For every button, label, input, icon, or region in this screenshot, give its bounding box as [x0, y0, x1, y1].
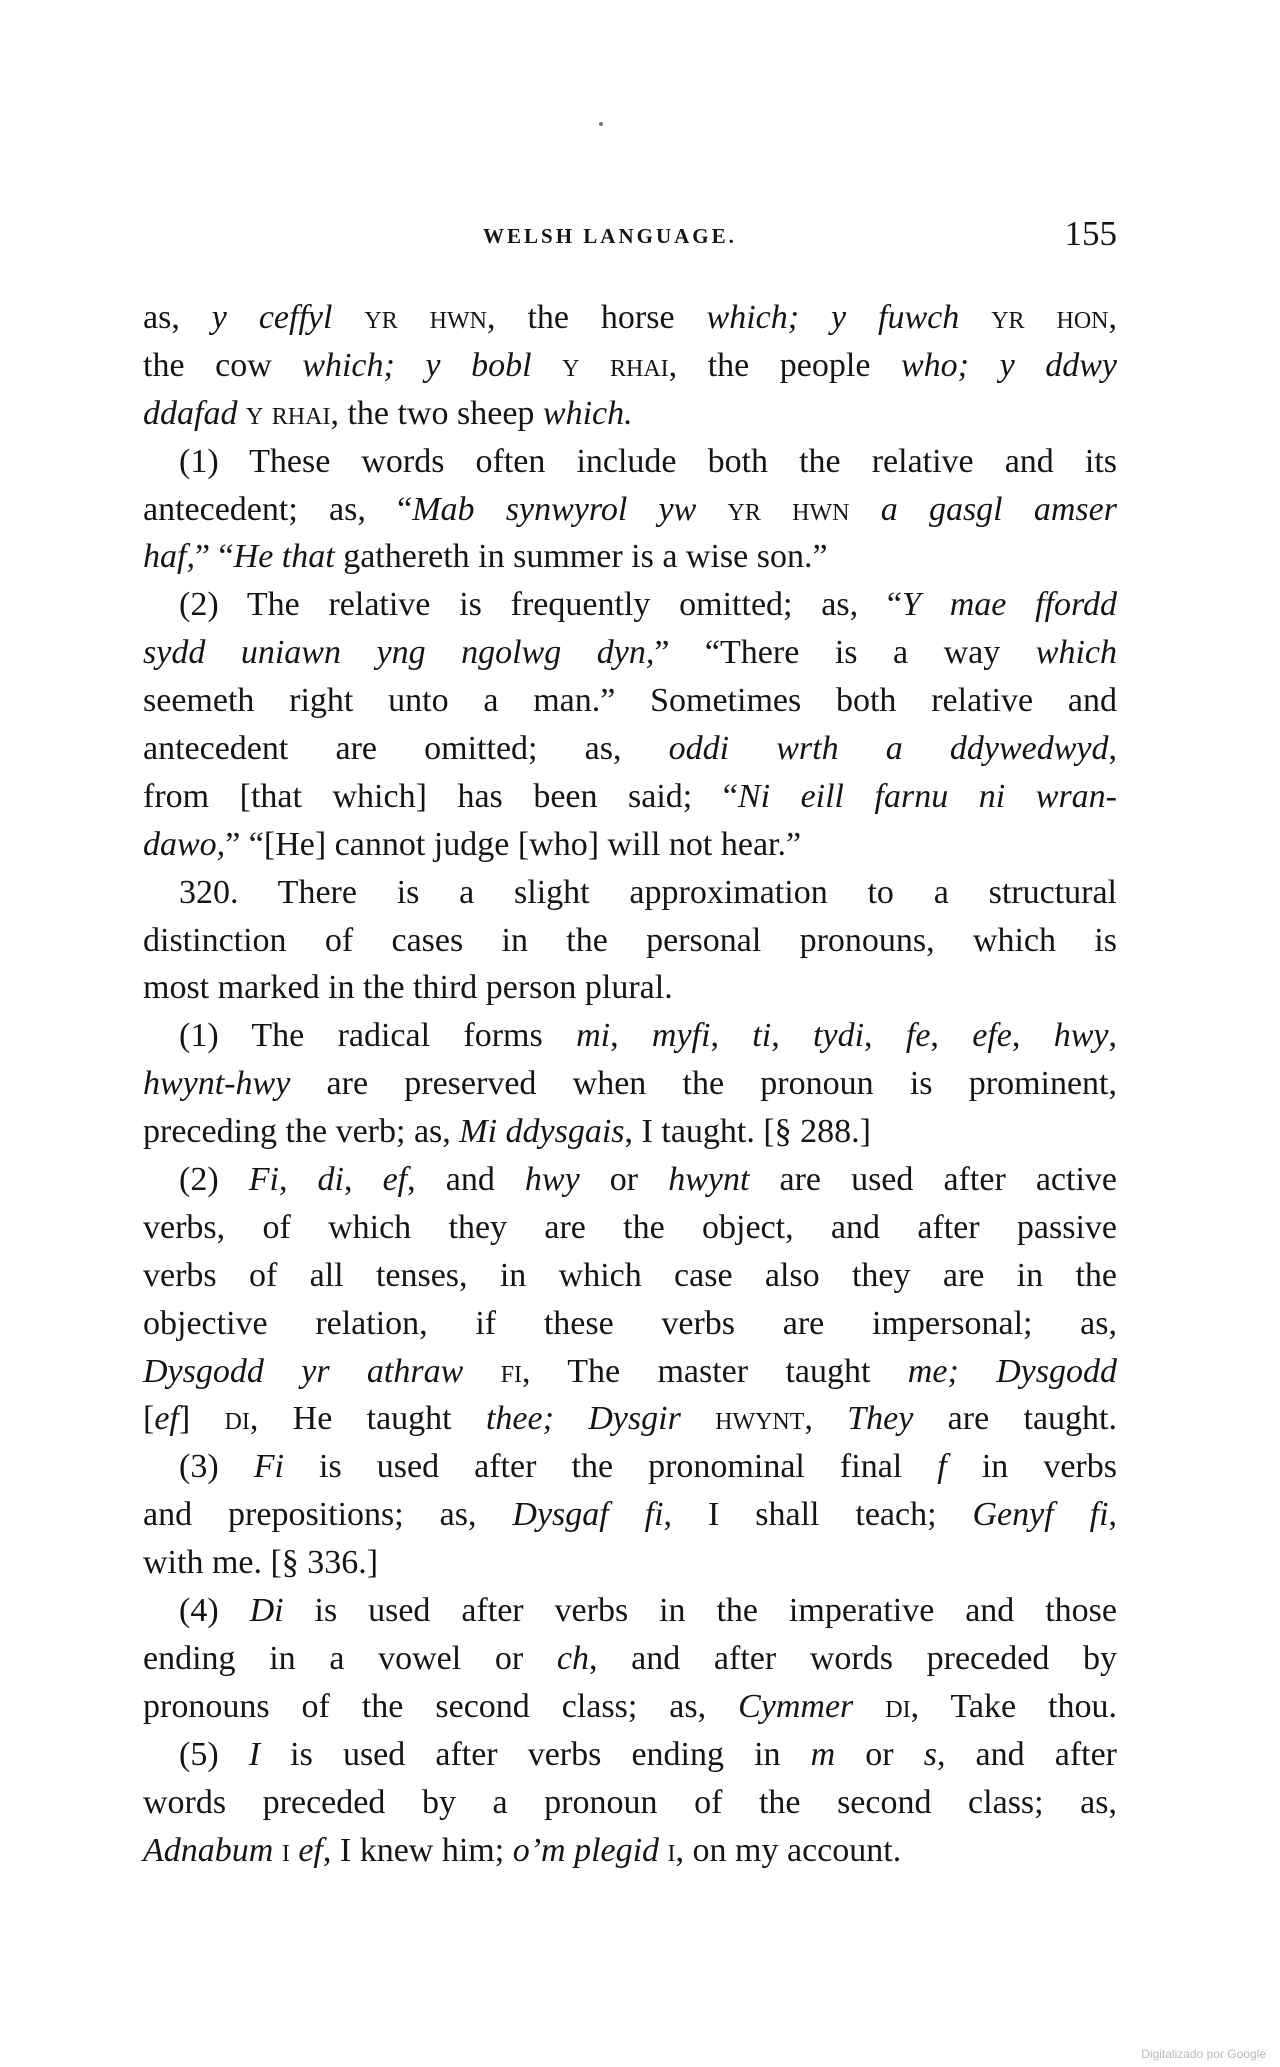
text-segment: (5)	[179, 1735, 249, 1773]
italic-text: fe	[905, 1017, 931, 1055]
text-segment: or	[835, 1735, 924, 1773]
italic-text: Dysgaf fi	[512, 1496, 664, 1534]
text-segment: ,	[1108, 1496, 1118, 1534]
text-segment: ]	[178, 1400, 191, 1438]
text-segment: verbs, of which they are the object, and after passive	[143, 1208, 1117, 1246]
italic-text: ef	[154, 1400, 179, 1438]
text-segment: objective relation, if these verbs are impersonal; as,	[143, 1304, 1117, 1342]
text-segment: 320. There is a slight approximation to a structural	[179, 873, 1117, 911]
italic-text: dawo,	[143, 825, 226, 863]
text-line	[143, 581, 1117, 629]
italic-text: hwynt-hwy	[143, 1065, 291, 1103]
text-segment: , Take thou.	[910, 1687, 1117, 1725]
text-segment: distinction of cases in the personal pronouns, which is	[143, 921, 1117, 959]
text-segment: (2) The relative is frequently omitted; as, “	[179, 586, 902, 624]
italic-text: who; y ddwy	[901, 346, 1117, 384]
small-caps-text: yr hwn	[332, 299, 487, 336]
small-caps-text: hwynt	[680, 1400, 805, 1438]
text-line	[143, 1348, 1117, 1396]
text-segment: from [that which] has been said; “	[143, 777, 738, 815]
small-caps-text: y rhai	[531, 346, 669, 384]
italic-text: ef	[382, 1161, 408, 1199]
italic-text: haf,	[143, 538, 195, 576]
text-segment: ,	[1108, 1017, 1118, 1055]
text-line	[143, 294, 1117, 342]
text-segment: (2)	[179, 1161, 249, 1199]
text-line	[143, 1827, 1117, 1875]
body-text	[143, 294, 1117, 1874]
text-segment: ,	[610, 1017, 652, 1055]
italic-text: o’m plegid	[512, 1831, 660, 1869]
text-segment: is used after verbs ending in	[260, 1735, 811, 1773]
italic-text: ef	[298, 1831, 323, 1869]
italic-text: which; y fuwch	[706, 299, 960, 336]
text-line	[143, 1779, 1117, 1827]
italic-text: y ceffyl	[211, 299, 333, 336]
text-line	[143, 1731, 1117, 1779]
text-segment: antecedent are omitted; as,	[143, 730, 669, 768]
text-segment: most marked in the third person plural.	[143, 969, 673, 1007]
text-segment: ending in a vowel or	[143, 1639, 557, 1677]
text-segment: (1) These words often include both the relative and its	[179, 442, 1117, 480]
text-segment: or	[579, 1161, 669, 1199]
text-segment: ,	[1108, 299, 1118, 336]
text-segment: and prepositions; as,	[143, 1496, 513, 1534]
small-caps-text: yr hon	[959, 299, 1109, 336]
italic-text: I	[248, 1735, 261, 1773]
text-segment: pronouns of the second class; as,	[143, 1687, 739, 1725]
text-line	[143, 533, 1117, 581]
text-segment: in verbs	[946, 1448, 1117, 1486]
text-segment: ,	[1011, 1017, 1054, 1055]
text-segment: gathereth in summer is a wise son.”	[334, 538, 828, 576]
text-line	[143, 1252, 1117, 1300]
text-segment: ,	[710, 1017, 753, 1055]
italic-text: Mab synwyrol yw	[412, 490, 697, 528]
italic-text: Fi	[248, 1161, 279, 1199]
text-segment: (4)	[179, 1592, 250, 1630]
text-segment: ,	[771, 1017, 814, 1055]
text-segment: , I taught. [§ 288.]	[624, 1113, 871, 1151]
italic-text: ti	[752, 1017, 772, 1055]
small-caps-text: i	[273, 1831, 299, 1869]
text-segment: ,	[930, 1017, 973, 1055]
text-segment: are preserved when the pronoun is prominent,	[290, 1065, 1117, 1103]
text-line	[143, 1683, 1117, 1731]
text-line	[143, 438, 1117, 486]
text-segment: , the people	[668, 346, 901, 384]
text-segment: , and after	[936, 1735, 1118, 1773]
text-line	[143, 869, 1117, 917]
small-caps-text: i	[659, 1831, 676, 1869]
text-segment: are used after active	[749, 1161, 1118, 1199]
italic-text: He that	[233, 538, 335, 576]
text-segment: ,	[344, 1161, 383, 1199]
small-caps-text: di	[190, 1400, 250, 1438]
small-caps-text: di	[853, 1687, 911, 1725]
italic-text: hwy	[524, 1161, 580, 1199]
text-line	[143, 1060, 1117, 1108]
text-line	[143, 917, 1117, 965]
text-segment: , and	[407, 1161, 525, 1199]
text-segment: ,	[804, 1400, 848, 1438]
text-segment: ” “[He] cannot judge [who] will not hear.”	[225, 825, 802, 863]
text-segment: the cow	[143, 346, 303, 384]
text-segment: antecedent; as, “	[143, 490, 413, 528]
text-segment: , He taught	[249, 1400, 486, 1438]
text-segment: preceding the verb; as,	[143, 1113, 460, 1151]
text-line	[143, 1443, 1117, 1491]
text-line	[143, 342, 1117, 390]
text-line	[143, 773, 1117, 821]
text-segment: words preceded by a pronoun of the second class; as,	[143, 1783, 1117, 1821]
italic-text: hwy	[1053, 1017, 1109, 1055]
text-line	[143, 821, 1117, 869]
text-line	[143, 1012, 1117, 1060]
italic-text: Genyf fi	[972, 1496, 1109, 1534]
italic-text: ddafad	[143, 394, 238, 432]
italic-text: f	[937, 1448, 947, 1486]
text-segment: is used after verbs in the imperative and those	[283, 1592, 1118, 1630]
text-line	[143, 677, 1117, 725]
italic-text: me; Dysgodd	[907, 1352, 1118, 1390]
italic-text: which.	[542, 394, 633, 432]
italic-text: which	[1035, 634, 1117, 672]
italic-text: di	[317, 1161, 344, 1199]
text-segment: [	[143, 1400, 155, 1438]
text-segment: , the horse	[487, 299, 707, 336]
text-segment: , I knew him;	[322, 1831, 513, 1869]
text-line	[143, 1108, 1117, 1156]
text-segment: is used after the pronominal final	[283, 1448, 938, 1486]
page-header	[143, 214, 1117, 258]
text-segment: , I shall teach;	[663, 1496, 973, 1534]
italic-text: efe	[972, 1017, 1012, 1055]
text-line	[143, 1395, 1117, 1443]
italic-text: s	[923, 1735, 937, 1773]
text-line	[143, 486, 1117, 534]
text-segment: ” “	[194, 538, 234, 576]
italic-text: oddi wrth a ddywedwyd	[668, 730, 1109, 768]
small-caps-text: fi	[463, 1352, 522, 1390]
text-segment: , The master taught	[521, 1352, 908, 1390]
italic-text: sydd uniawn yng ngolwg dyn,	[143, 634, 655, 672]
italic-text: Mi ddysgais	[459, 1113, 625, 1151]
text-line	[143, 629, 1117, 677]
text-line	[143, 1635, 1117, 1683]
italic-text: Y mae ffordd	[902, 586, 1117, 624]
italic-text: hwynt	[668, 1161, 750, 1199]
italic-text: Cymmer	[738, 1687, 854, 1725]
text-segment: , and after words preceded by	[588, 1639, 1118, 1677]
text-segment: ,	[864, 1017, 906, 1055]
ink-speck	[599, 122, 603, 126]
watermark: Digitalizado por Google	[1141, 2047, 1266, 2061]
text-line	[143, 964, 1117, 1012]
text-segment: are taught.	[913, 1400, 1117, 1438]
italic-text: tydi	[813, 1017, 865, 1055]
small-caps-text: yr hwn	[696, 490, 881, 528]
text-line	[143, 1300, 1117, 1348]
text-segment: ” “There is a way	[654, 634, 1036, 672]
text-segment: (1) The radical forms	[179, 1017, 577, 1055]
italic-text: Ni eill farnu ni wran-	[737, 777, 1117, 815]
text-line	[143, 1204, 1117, 1252]
text-line	[143, 1539, 1117, 1587]
italic-text: myfi	[651, 1017, 711, 1055]
text-line	[143, 390, 1117, 438]
text-line	[143, 1491, 1117, 1539]
italic-text: m	[810, 1735, 836, 1773]
text-segment: verbs of all tenses, in which case also they are in the	[143, 1256, 1117, 1294]
text-segment: with me. [§ 336.]	[143, 1544, 379, 1582]
page-number: 155	[1064, 214, 1117, 253]
text-segment: seemeth right unto a man.” Sometimes both relative and	[143, 682, 1117, 720]
italic-text: a gasgl amser	[880, 490, 1117, 528]
text-segment: ,	[278, 1161, 318, 1199]
italic-text: Di	[249, 1592, 284, 1630]
small-caps-text: y rhai	[237, 394, 331, 432]
text-segment: ,	[1108, 730, 1117, 768]
text-line	[143, 725, 1117, 773]
italic-text: mi	[576, 1017, 611, 1055]
text-segment: as,	[143, 299, 212, 336]
running-title: WELSH LANGUAGE.	[483, 224, 737, 248]
text-segment: (3)	[179, 1448, 254, 1486]
italic-text: ch	[556, 1639, 589, 1677]
text-line	[143, 1156, 1117, 1204]
text-line	[143, 1587, 1117, 1635]
italic-text: They	[847, 1400, 914, 1438]
text-segment: , the two sheep	[330, 394, 543, 432]
italic-text: Fi	[253, 1448, 284, 1486]
italic-text: Adnabum	[143, 1831, 274, 1869]
italic-text: which; y bobl	[302, 346, 532, 384]
italic-text: Dysgodd yr athraw	[143, 1352, 464, 1390]
italic-text: thee; Dysgir	[485, 1400, 681, 1438]
text-segment: , on my account.	[675, 1831, 902, 1869]
